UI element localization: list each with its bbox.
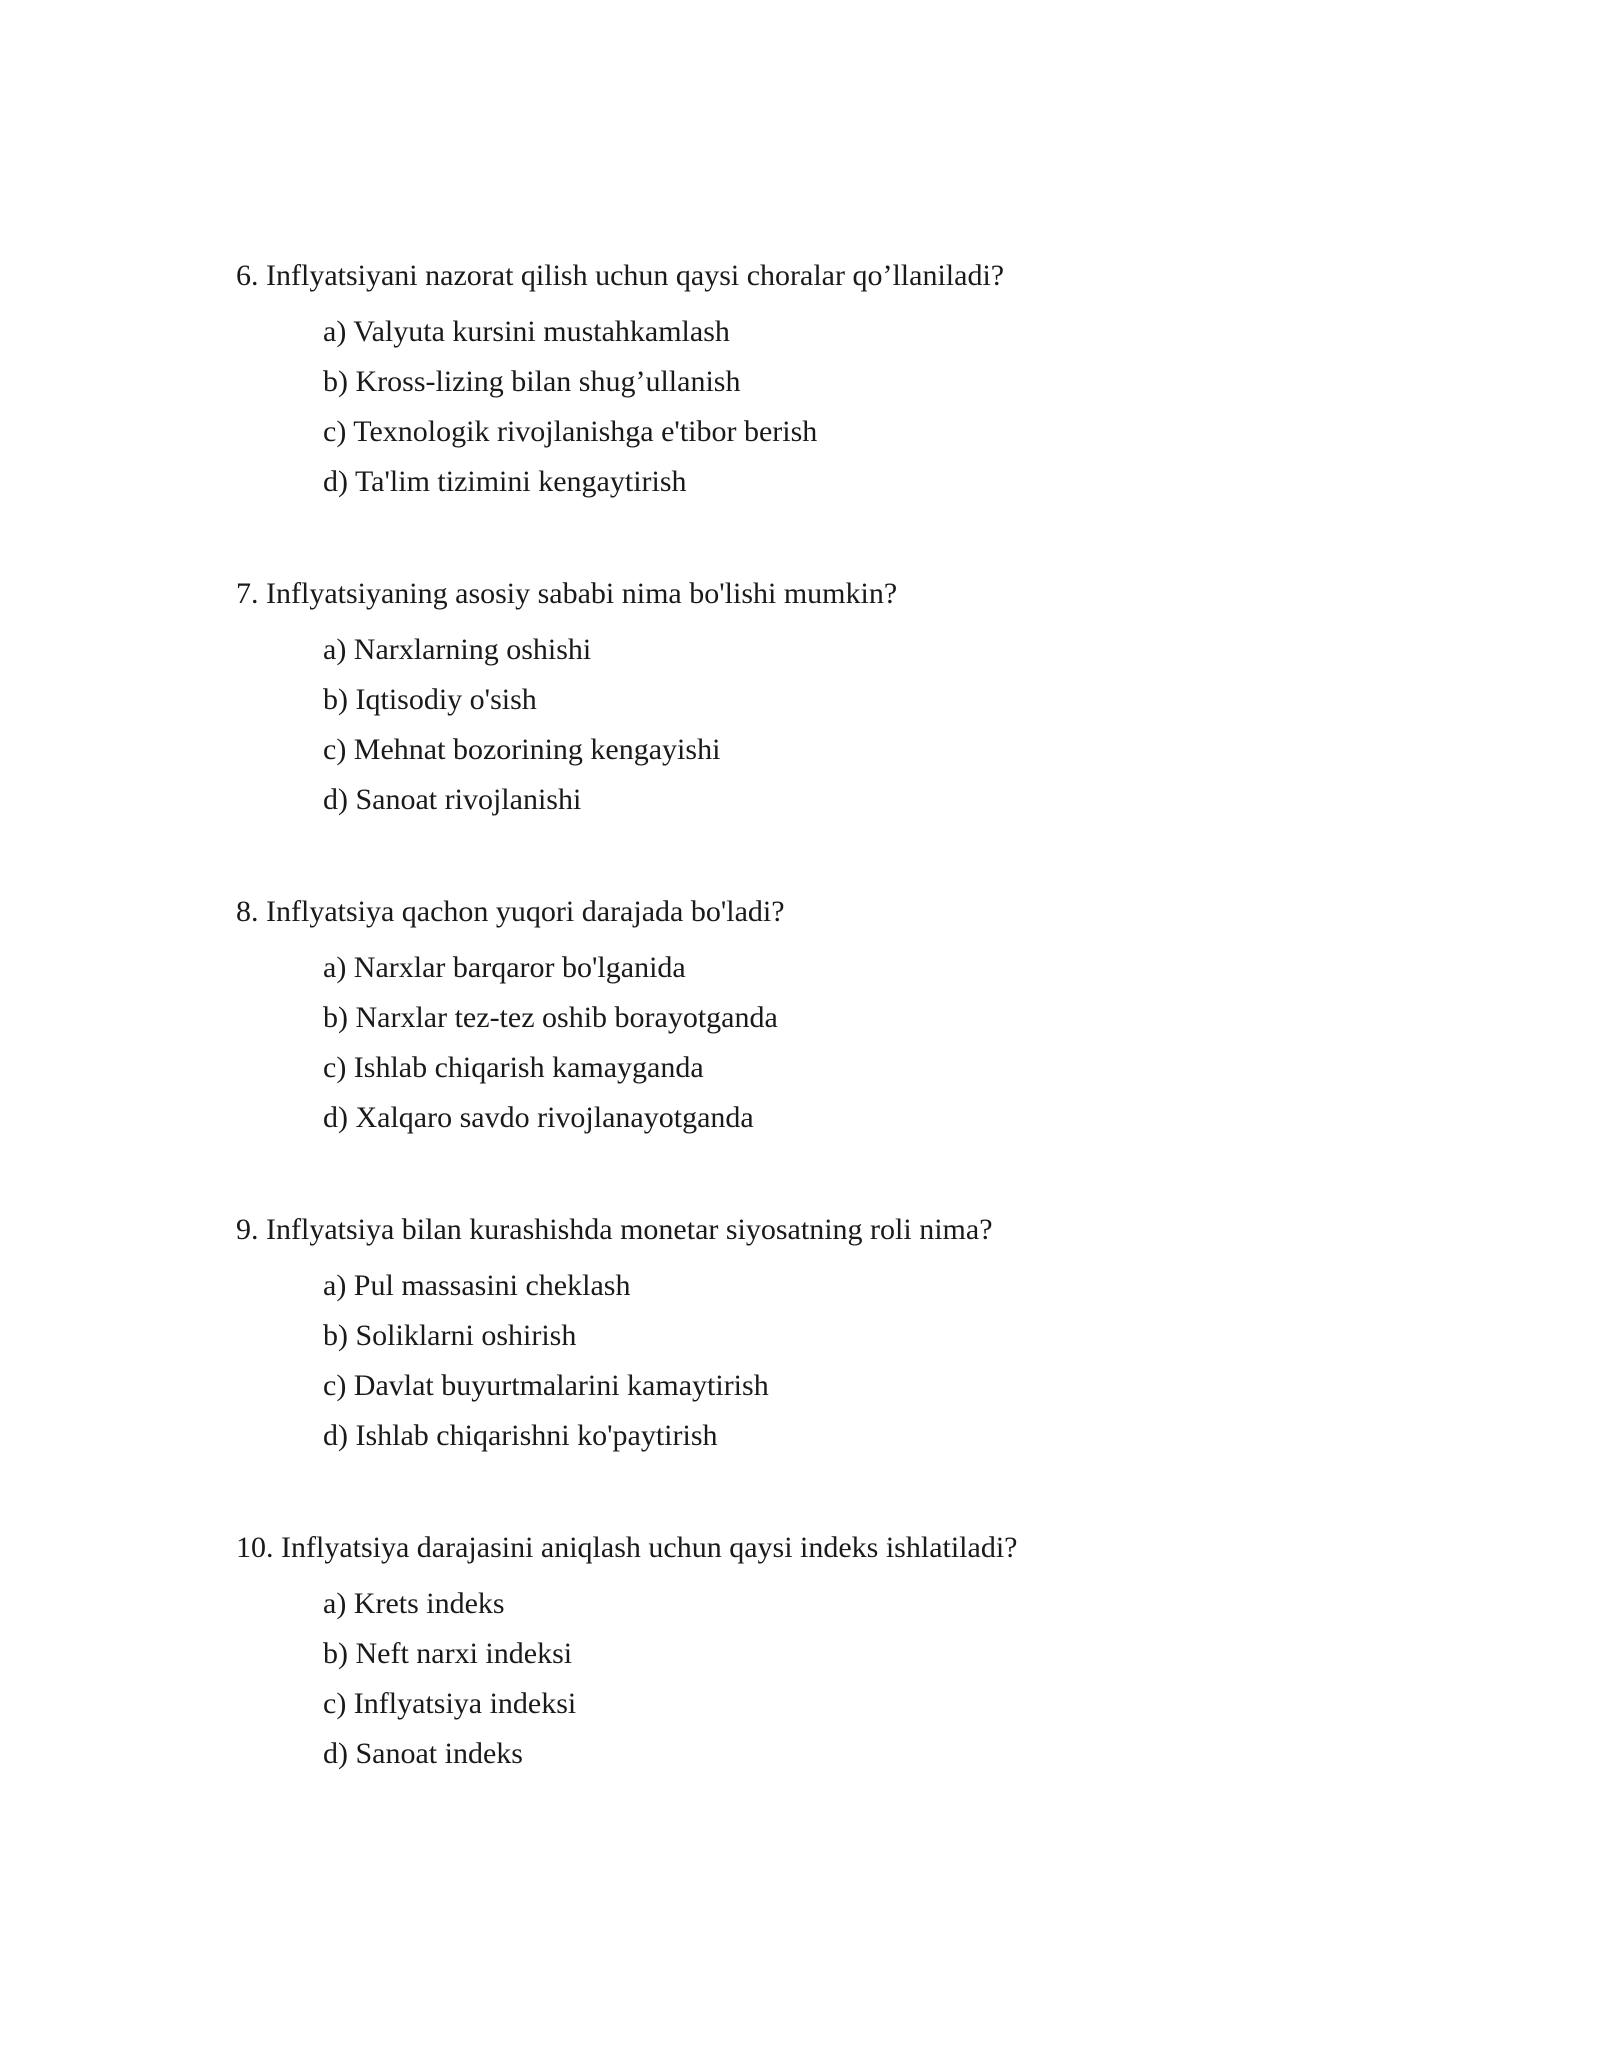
option-d: d) Ishlab chiqarishni ko'paytirish — [323, 1419, 718, 1452]
question-10 — [236, 1530, 1436, 1772]
options-list — [323, 950, 1523, 1136]
question-9 — [236, 1212, 1436, 1454]
option-a: a) Narxlarning oshishi — [323, 633, 592, 666]
option-b: b) Soliklarni oshirish — [323, 1319, 577, 1352]
question-7 — [236, 576, 1436, 818]
option-d: d) Ta'lim tizimini kengaytirish — [323, 465, 687, 498]
options-list — [323, 1268, 1523, 1454]
option-c: c) Mehnat bozorining kengayishi — [323, 733, 721, 766]
question-text: 9. Inflyatsiya bilan kurashishda monetar siyosatning roli nima? — [236, 1213, 993, 1246]
options-list — [323, 314, 1523, 500]
option-d: d) Sanoat rivojlanishi — [323, 783, 582, 816]
options-list — [323, 632, 1523, 818]
option-b: b) Iqtisodiy o'sish — [323, 683, 537, 716]
options-list — [323, 1586, 1523, 1772]
option-d: d) Sanoat indeks — [323, 1737, 523, 1770]
option-b: b) Narxlar tez-tez oshib borayotganda — [323, 1001, 778, 1034]
option-d: d) Xalqaro savdo rivojlanayotganda — [323, 1101, 754, 1134]
option-a: a) Narxlar barqaror bo'lganida — [323, 951, 686, 984]
option-c: c) Davlat buyurtmalarini kamaytirish — [323, 1369, 769, 1402]
question-text: 6. Inflyatsiyani nazorat qilish uchun qaysi choralar qo’llaniladi? — [236, 259, 1005, 292]
question-6 — [236, 258, 1436, 500]
question-8 — [236, 894, 1436, 1136]
question-text: 8. Inflyatsiya qachon yuqori darajada bo'ladi? — [236, 895, 785, 928]
question-text: 10. Inflyatsiya darajasini aniqlash uchun qaysi indeks ishlatiladi? — [236, 1531, 1018, 1564]
option-a: a) Pul massasini cheklash — [323, 1269, 631, 1302]
option-c: c) Ishlab chiqarish kamayganda — [323, 1051, 704, 1084]
option-c: c) Texnologik rivojlanishga e'tibor berish — [323, 415, 818, 448]
option-a: a) Valyuta kursini mustahkamlash — [323, 315, 730, 348]
option-c: c) Inflyatsiya indeksi — [323, 1687, 577, 1720]
option-b: b) Kross-lizing bilan shug’ullanish — [323, 365, 741, 398]
option-b: b) Neft narxi indeksi — [323, 1637, 573, 1670]
option-a: a) Krets indeks — [323, 1587, 505, 1620]
question-text: 7. Inflyatsiyaning asosiy sababi nima bo'lishi mumkin? — [236, 577, 898, 610]
